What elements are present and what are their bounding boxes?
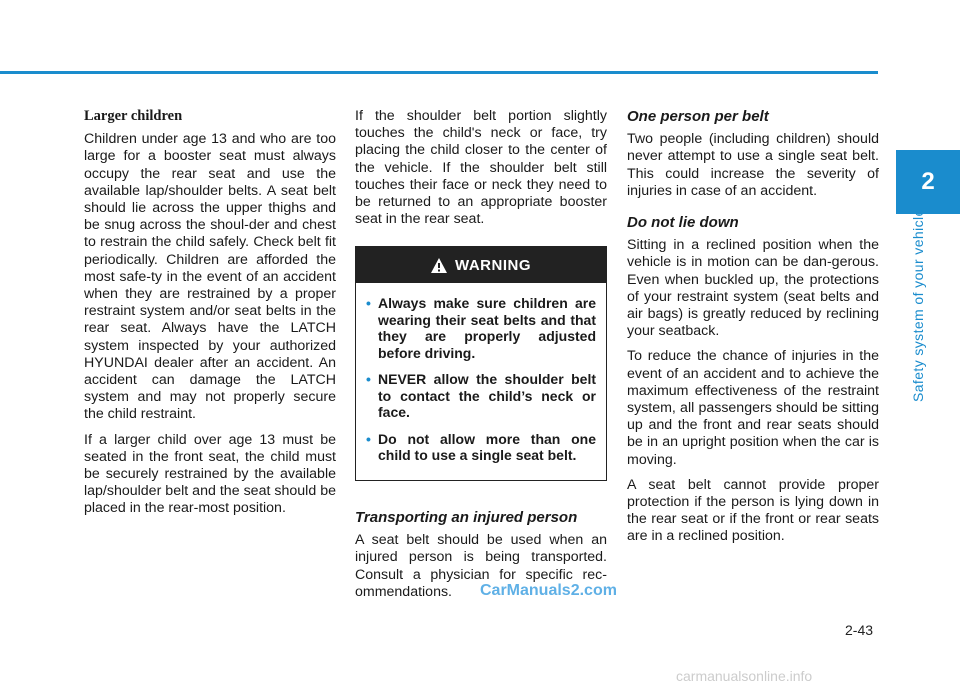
warning-list xyxy=(356,283,606,480)
warning-header xyxy=(356,247,606,283)
footer-watermark: carmanualsonline.info xyxy=(676,668,813,684)
paragraph: To reduce the chance of injuries in the event of an accident and to achieve the maximum effectiveness of the restraint system, all passengers should be sitting up and the front and rear seats should be in an upright position when the car is moving. xyxy=(627,348,879,468)
paragraph: Children under age 13 and who are too large for a booster seat must always occupy the rear seat and use the available lap/shoulder belts. A seat belt should lie across the upper thighs and be snug across the shoul-der and chest to restrain the child safely. Check belt fit periodically. Children are afforded the most safe-ty in the event of an accident when they are restrained by a proper restraint system and/or seat belts in the rear seat. Always have the LATCH system inspected by your authorized HYUNDAI dealer after an accident. An accident can damage the LATCH system and may not properly secure the child restraint. xyxy=(84,131,336,423)
warning-item: • Always make sure children are wearing their seat belts and that they are properly adjusted before driving. xyxy=(366,295,596,361)
column-3 xyxy=(627,108,879,554)
paragraph: Two people (including children) should never attempt to use a single seat belt. This could increase the severity of injuries in case of an accident. xyxy=(627,131,879,199)
column-1 xyxy=(84,108,336,526)
warning-item: • NEVER allow the shoulder belt to contact the child’s neck or face. xyxy=(366,371,596,421)
heading-larger-children: Larger children xyxy=(84,108,183,124)
paragraph: A seat belt should be used when an injured person is being transported. Consult a physician for specific rec-ommendations. xyxy=(355,532,607,600)
warning-title: WARNING xyxy=(455,256,531,274)
heading-transporting-injured: Transporting an injured person xyxy=(355,508,578,526)
heading-do-not-lie-down: Do not lie down xyxy=(627,214,739,232)
paragraph: If a larger child over age 13 must be seated in the front seat, the child must be securely restrained by the available lap/shoulder belt and the seat should be placed in the rear-most position. xyxy=(84,431,336,517)
warning-box xyxy=(355,246,607,481)
paragraph: A seat belt cannot provide proper protection if the person is lying down in the rear seat or if the front or rear seats are in a reclined position. xyxy=(627,476,879,545)
column-2 xyxy=(355,108,607,609)
heading-one-person-per-belt: One person per belt xyxy=(627,108,769,125)
warning-item: • Do not allow more than one child to use a single seat belt. xyxy=(366,431,596,464)
warning-icon xyxy=(431,258,447,273)
watermark-link[interactable]: CarManuals2.com xyxy=(480,582,617,599)
paragraph: Sitting in a reclined position when the vehicle is in motion can be dan-gerous. Even when buckled up, the protections of your restraint system (seat belts and air bags) is greatly reduced by reclining your seatback. xyxy=(627,237,879,340)
page-number: 2-43 xyxy=(845,622,874,638)
paragraph: If the shoulder belt portion slightly touches the child's neck or face, try placing the child closer to the center of the vehicle. If the shoulder belt still touches their face or neck they need to be returned to an appropriate booster seat in the rear seat. xyxy=(355,108,607,228)
top-rule xyxy=(0,71,878,74)
chapter-title: Safety system of your vehicle xyxy=(910,208,926,402)
chapter-number: 2 xyxy=(896,150,960,214)
